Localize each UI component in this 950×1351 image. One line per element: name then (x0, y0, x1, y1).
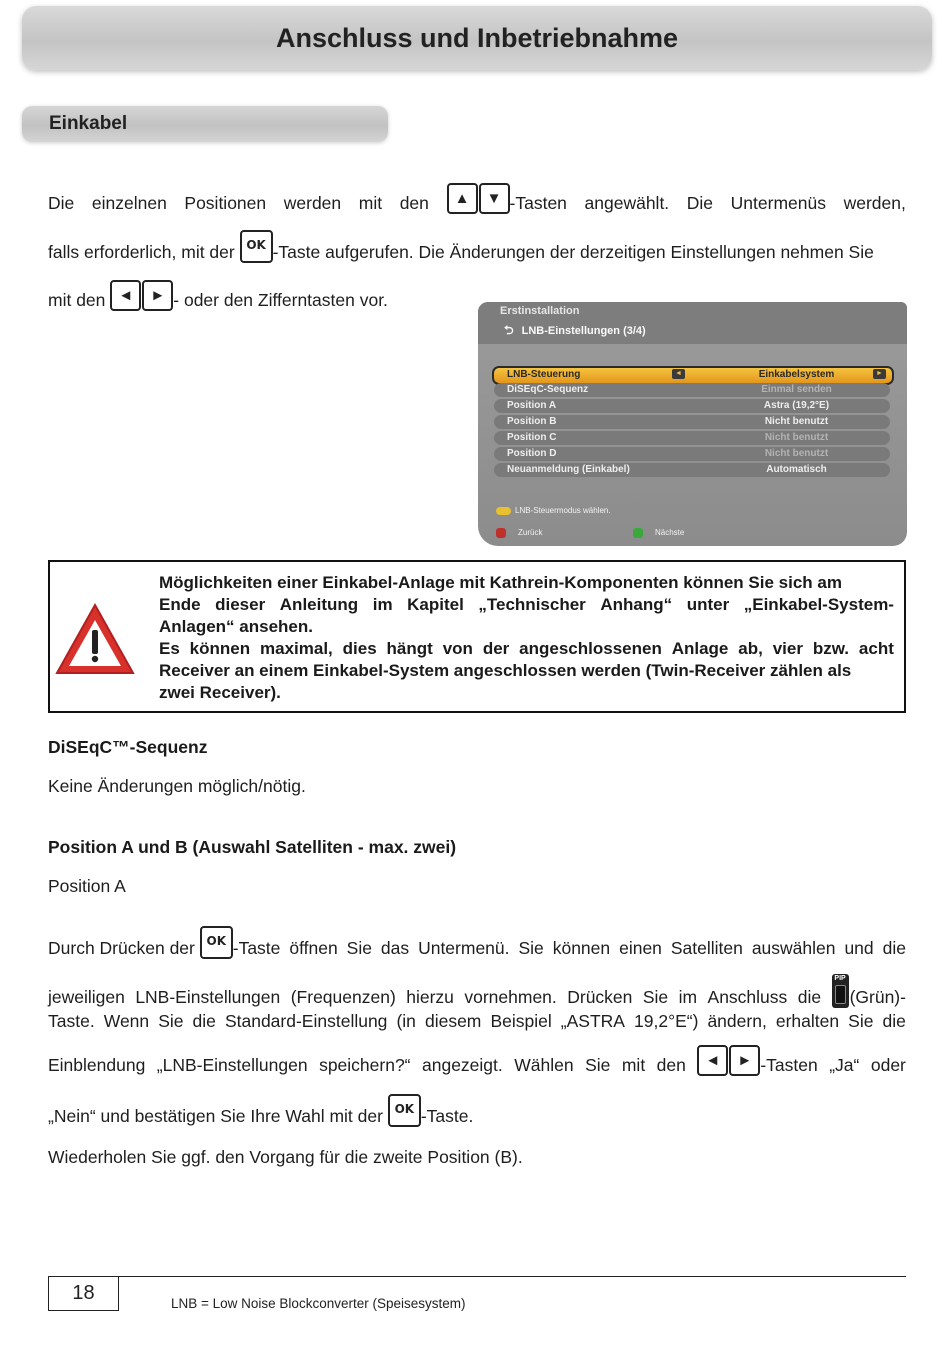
position-line-4: Einblendung „LNB-Einstellungen speichern?“ angezeigt. Wählen Sie mit den ◄ ► -Tasten „Ja“ oder (48, 1045, 906, 1076)
left-right-hint-icon (496, 507, 511, 515)
osd-subtitle: ⮌ LNB-Einstellungen (3/4) (504, 323, 646, 337)
intro-line-2: falls erforderlich, mit der OK -Taste aufgerufen. Die Änderungen der derzeitigen Einstellungen nehmen Sie (48, 230, 906, 263)
position-line-1: Durch Drücken der OK -Taste öffnen Sie das Untermenü. Sie können einen Satelliten auswählen und die (48, 926, 906, 959)
section-title: Einkabel (22, 106, 388, 142)
left-arrow-icon: ◄ (672, 369, 685, 379)
osd-hint: LNB-Steuermodus wählen. (496, 506, 611, 515)
footnote: LNB = Low Noise Blockconverter (Speisesystem) (171, 1296, 466, 1311)
pip-key-icon: PIP (832, 974, 849, 1008)
osd-row-position-a[interactable]: Position A Astra (19,2°E) (494, 399, 890, 413)
position-line-5: „Nein“ und bestätigen Sie Ihre Wahl mit der OK -Taste. (48, 1094, 906, 1127)
osd-row-position-b[interactable]: Position B Nicht benutzt (494, 415, 890, 429)
up-down-keys (447, 183, 510, 214)
ok-key-icon: OK (200, 926, 233, 959)
osd-back-button[interactable]: Zurück (496, 528, 542, 538)
footer-divider (48, 1276, 906, 1277)
intro-line-3: mit den ◄ ► - oder den Zifferntasten vor. (48, 280, 388, 311)
left-arrow-icon: ◄ (697, 1045, 728, 1076)
diseqc-text: Keine Änderungen möglich/nötig. (48, 776, 306, 796)
osd-row-neuanmeldung[interactable]: Neuanmeldung (Einkabel) Automatisch (494, 463, 890, 477)
intro-line-1: Die einzelnen Positionen werden mit den ▲ ▼ -Tasten angewählt. Die Untermenüs werden, (48, 183, 906, 214)
osd-row-lnb-steuerung[interactable]: LNB-Steuerung ◄ Einkabelsystem ► (492, 366, 894, 385)
position-line-6: Wiederholen Sie ggf. den Vorgang für die zweite Position (B). (48, 1147, 523, 1167)
red-key-icon (496, 528, 506, 538)
green-key-icon (633, 528, 643, 538)
ok-key-icon: OK (388, 1094, 421, 1127)
right-arrow-icon: ► (142, 280, 173, 311)
back-arrow-icon: ⮌ (504, 323, 514, 337)
warning-box (48, 560, 906, 713)
osd-row-diseqc[interactable]: DiSEqC-Sequenz Einmal senden (494, 383, 890, 397)
up-arrow-icon: ▲ (447, 183, 478, 214)
warning-line-2: Ende dieser Anleitung im Kapitel „Technischer Anhang“ unter „Einkabel-System- (159, 595, 894, 614)
left-right-keys (110, 280, 173, 311)
warning-text: Möglichkeiten einer Einkabel-Anlage mit Kathrein-Komponenten können Sie sich am Ende dieser Anleitung im Kapitel „Technischer Anhang“ unter „Einkabel-System- Anlagen“ ansehen. Es können maximal, dies hängt von der angeschlossenen Anlage ab, vier bzw. acht Receiver an einem Einkabel-System angeschlossen werden (Twin-Receiver zählen als zwei Receiver). (159, 573, 894, 702)
page-title: Anschluss und Inbetriebnahme (22, 6, 932, 70)
position-sub: Position A (48, 876, 126, 896)
diseqc-heading: DiSEqC™-Sequenz (48, 737, 208, 757)
osd-screenshot (478, 302, 907, 546)
ok-key-icon: OK (240, 230, 273, 263)
osd-next-button[interactable]: Nächste (633, 528, 684, 538)
position-heading: Position A und B (Auswahl Satelliten - max. zwei) (48, 837, 457, 857)
right-arrow-icon: ► (729, 1045, 760, 1076)
osd-row-position-d[interactable]: Position D Nicht benutzt (494, 447, 890, 461)
osd-title: Erstinstallation (500, 305, 580, 317)
down-arrow-icon: ▼ (479, 183, 510, 214)
position-line-3: Taste. Wenn Sie die Standard-Einstellung (in diesem Beispiel „ASTRA 19,2°E“) ändern, erhalten Sie die (48, 1011, 906, 1031)
left-right-keys (697, 1045, 760, 1076)
warning-line-4: Es können maximal, dies hängt von der angeschlossenen Anlage ab, vier bzw. acht (159, 639, 894, 658)
left-arrow-icon: ◄ (110, 280, 141, 311)
page-number: 18 (48, 1276, 119, 1311)
osd-row-position-c[interactable]: Position C Nicht benutzt (494, 431, 890, 445)
position-line-2: jeweiligen LNB-Einstellungen (Frequenzen) hierzu vornehmen. Drücken Sie im Anschluss die PIP (Grün)- (48, 975, 906, 1007)
right-arrow-icon: ► (873, 369, 886, 379)
warning-triangle-icon (54, 602, 136, 676)
